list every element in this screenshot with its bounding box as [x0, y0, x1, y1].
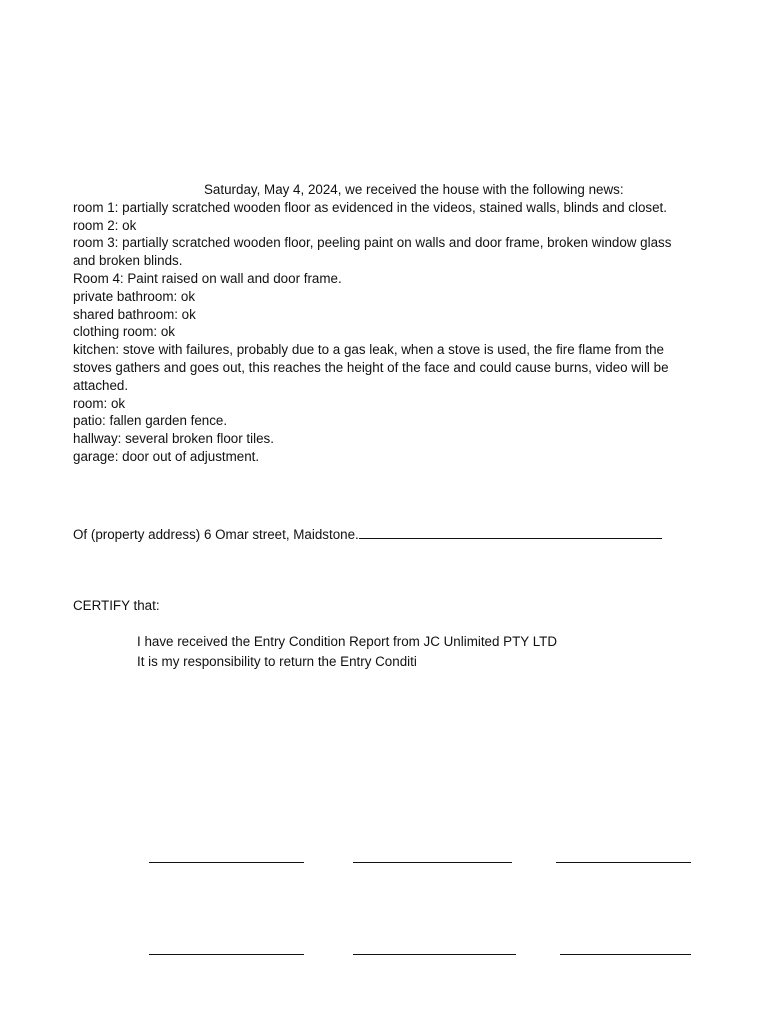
- report-line-room-1: room 1: partially scratched wooden floor as evidenced in the videos, stained walls, blinds and closet.: [73, 199, 667, 215]
- report-line-patio: patio: fallen garden fence.: [73, 413, 228, 429]
- signature-line-row2-col2: [353, 954, 516, 955]
- report-line-room-2: room 2: ok: [73, 217, 137, 233]
- report-line-clothing-room: clothing room: ok: [73, 324, 175, 340]
- certify-heading: CERTIFY that:: [73, 598, 160, 613]
- report-line-shared-bathroom: shared bathroom: ok: [73, 306, 196, 322]
- report-line-garage: garage: door out of adjustment.: [73, 448, 260, 464]
- report-line-kitchen: kitchen: stove with failures, probably due to a gas leak, when a stove is used, the fire flame from the stoves gathers and goes out, this reaches the height of the face and could cause burns, video will be attached.: [73, 342, 669, 393]
- report-line-room-3: room 3: partially scratched wooden floor, peeling paint on walls and door frame, broken window glass and broken blinds.: [73, 235, 672, 269]
- property-address: [73, 524, 662, 544]
- signature-line-row1-col3: [556, 862, 691, 863]
- signature-line-row2-col1: [149, 954, 304, 955]
- report-line-hallway: hallway: several broken floor tiles.: [73, 431, 274, 447]
- property-address-text: Of (property address) 6 Omar street, Maidstone.: [73, 527, 359, 542]
- signature-line-row2-col3: [560, 954, 691, 955]
- report-line-room-4: Room 4: Paint raised on wall and door frame.: [73, 270, 342, 286]
- signature-line-row1-col1: [149, 862, 304, 863]
- report-intro: Saturday, May 4, 2024, we received the house with the following news:: [204, 182, 624, 197]
- address-underline: [359, 524, 662, 539]
- certify-statement-received: I have received the Entry Condition Report from JC Unlimited PTY LTD: [137, 634, 557, 649]
- report-line-private-bathroom: private bathroom: ok: [73, 288, 196, 304]
- condition-report: [73, 181, 688, 466]
- certify-statement-responsibility: It is my responsibility to return the Entry Conditi: [137, 653, 417, 669]
- signature-line-row1-col2: [353, 862, 512, 863]
- certify-statements: [137, 632, 557, 671]
- report-line-room: room: ok: [73, 395, 126, 411]
